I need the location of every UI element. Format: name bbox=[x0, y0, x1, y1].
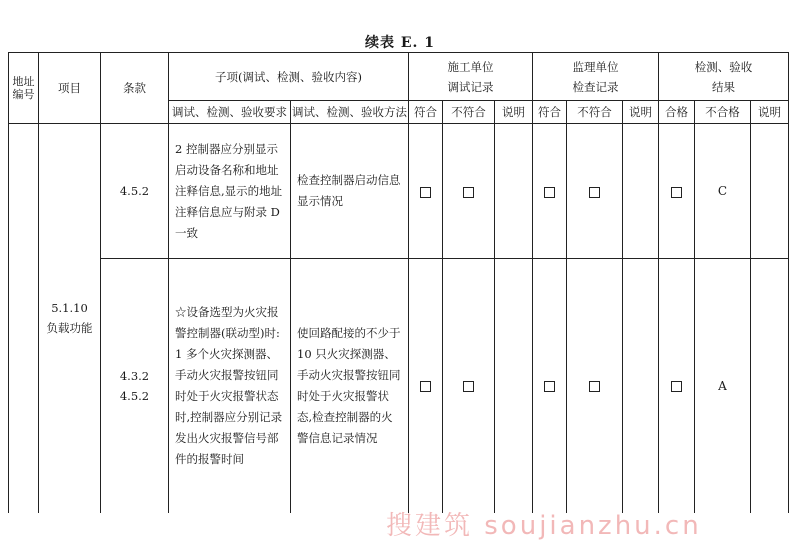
header-construction-unit: 施工单位 bbox=[447, 59, 494, 74]
clause-cell: 4.3.2 4.5.2 bbox=[101, 259, 169, 513]
header-inspection bbox=[659, 53, 789, 101]
header-qualified: 合格 bbox=[659, 101, 695, 124]
note-cell bbox=[495, 259, 533, 513]
conform-checkbox[interactable] bbox=[409, 259, 443, 513]
header-method: 调试、检测、验收方法 bbox=[291, 101, 409, 124]
header-clause: 条款 bbox=[101, 53, 169, 124]
note-cell bbox=[751, 259, 789, 513]
conform-checkbox[interactable] bbox=[533, 259, 567, 513]
project-number: 5.1.10 bbox=[51, 301, 88, 316]
project-name: 负载功能 bbox=[46, 321, 93, 336]
header-inspection-label: 检测、验收 bbox=[694, 59, 753, 74]
result-grade: A bbox=[695, 259, 751, 513]
inspection-table bbox=[8, 52, 789, 513]
header-result-label: 结果 bbox=[712, 79, 735, 94]
requirement-cell: ☆设备选型为火灾报警控制器(联动型)时: 1 多个火灾探测器、手动火灾报警按钮同时处于火灾报警状态时,控制器应分别记录发出火灾报警信号部件的报警时间 bbox=[169, 259, 291, 513]
header-note: 说明 bbox=[495, 101, 533, 124]
nonconform-checkbox[interactable] bbox=[443, 124, 495, 259]
header-project: 项目 bbox=[39, 53, 101, 124]
nonconform-checkbox[interactable] bbox=[567, 259, 623, 513]
header-conform: 符合 bbox=[409, 101, 443, 124]
header-construction-record: 调试记录 bbox=[447, 79, 494, 94]
header-nonconform: 不符合 bbox=[443, 101, 495, 124]
header-supervision bbox=[533, 53, 659, 101]
requirement-cell: 2 控制器应分别显示启动设备名称和地址注释信息,显示的地址注释信息应与附录 D 一致 bbox=[169, 124, 291, 259]
header-sub-item: 子项(调试、检测、验收内容) bbox=[169, 53, 409, 101]
method-cell: 使回路配接的不少于 10 只火灾探测器、手动火灾报警按钮同时处于火灾报警状态,检查控制器的火警信息记录情况 bbox=[291, 259, 409, 513]
header-note: 说明 bbox=[623, 101, 659, 124]
nonconform-checkbox[interactable] bbox=[567, 124, 623, 259]
qualified-checkbox[interactable] bbox=[659, 124, 695, 259]
note-cell bbox=[751, 124, 789, 259]
header-requirement: 调试、检测、验收要求 bbox=[169, 101, 291, 124]
table-row bbox=[9, 259, 789, 513]
conform-checkbox[interactable] bbox=[533, 124, 567, 259]
note-cell bbox=[623, 259, 659, 513]
project-cell bbox=[39, 124, 101, 513]
header-conform: 符合 bbox=[533, 101, 567, 124]
conform-checkbox[interactable] bbox=[409, 124, 443, 259]
clause-cell: 4.5.2 bbox=[101, 124, 169, 259]
watermark: 搜建筑 soujianzhu.cn bbox=[386, 511, 702, 541]
nonconform-checkbox[interactable] bbox=[443, 259, 495, 513]
header-unqualified: 不合格 bbox=[695, 101, 751, 124]
header-note: 说明 bbox=[751, 101, 789, 124]
table-caption: 续表 E. 1 bbox=[364, 35, 436, 51]
note-cell bbox=[495, 124, 533, 259]
header-supervision-record: 检查记录 bbox=[572, 79, 619, 94]
header-address-no: 地址编号 bbox=[9, 53, 39, 124]
header-nonconform: 不符合 bbox=[567, 101, 623, 124]
method-cell: 检查控制器启动信息显示情况 bbox=[291, 124, 409, 259]
header-construction bbox=[409, 53, 533, 101]
table-row bbox=[9, 124, 789, 259]
note-cell bbox=[623, 124, 659, 259]
qualified-checkbox[interactable] bbox=[659, 259, 695, 513]
address-no-cell bbox=[9, 124, 39, 513]
result-grade: C bbox=[695, 124, 751, 259]
header-supervision-unit: 监理单位 bbox=[572, 59, 619, 74]
